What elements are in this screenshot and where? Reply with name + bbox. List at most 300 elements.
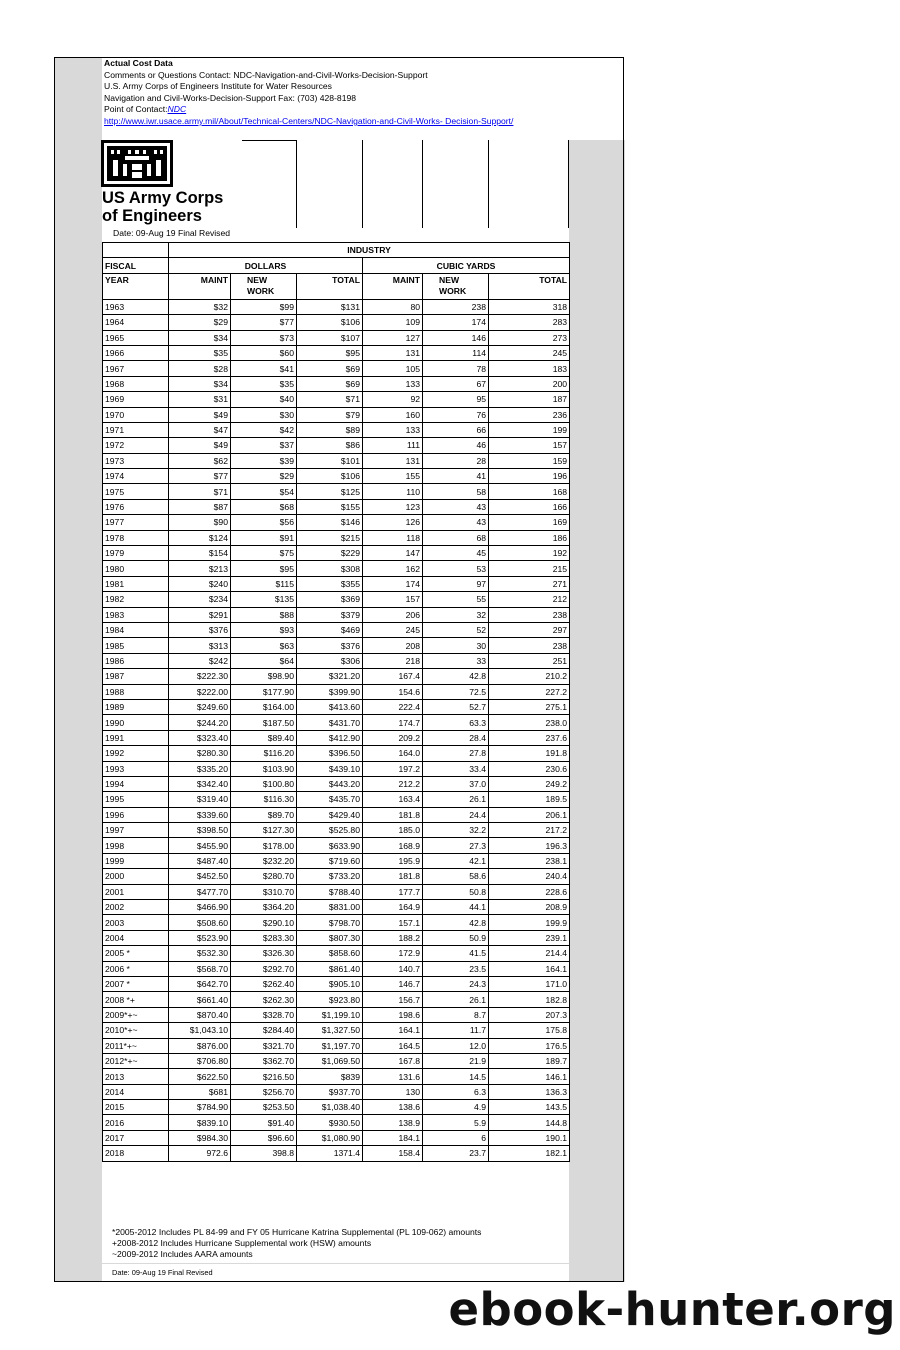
dollars-new-work-cell: $30 <box>231 407 297 422</box>
table-row <box>103 653 570 668</box>
cy-total-cell: 196.3 <box>489 838 570 853</box>
year-cell: 1981 <box>103 576 169 591</box>
cy-new-work-cell: 27.3 <box>423 838 489 853</box>
cy-new-work-cell: 146 <box>423 330 489 345</box>
cy-maint-cell: 181.8 <box>363 807 423 822</box>
col-dollars-maint-header: MAINT <box>169 273 231 299</box>
revision-date-top: Date: 09-Aug 19 Final Revised <box>113 228 231 238</box>
dollars-maint-cell: $291 <box>169 607 231 622</box>
header-block <box>104 58 574 128</box>
cy-total-cell: 206.1 <box>489 807 570 822</box>
cy-maint-cell: 167.4 <box>363 669 423 684</box>
cy-new-work-cell: 76 <box>423 407 489 422</box>
cy-maint-cell: 131 <box>363 345 423 360</box>
cy-new-work-cell: 5.9 <box>423 1115 489 1130</box>
cy-total-cell: 273 <box>489 330 570 345</box>
dollars-new-work-cell: $39 <box>231 453 297 468</box>
cy-total-cell: 176.5 <box>489 1038 570 1053</box>
year-cell: 1986 <box>103 653 169 668</box>
cy-maint-cell: 131 <box>363 453 423 468</box>
year-cell: 1975 <box>103 484 169 499</box>
point-of-contact <box>104 104 574 116</box>
dollars-new-work-cell: $41 <box>231 361 297 376</box>
cy-maint-cell: 195.9 <box>363 853 423 868</box>
dollars-maint-cell: $342.40 <box>169 776 231 791</box>
cy-maint-cell: 126 <box>363 515 423 530</box>
table-row <box>103 453 570 468</box>
dollars-new-work-cell: $310.70 <box>231 884 297 899</box>
dollars-maint-cell: $642.70 <box>169 976 231 991</box>
cy-maint-cell: 138.6 <box>363 1100 423 1115</box>
cy-total-cell: 169 <box>489 515 570 530</box>
year-cell: 1970 <box>103 407 169 422</box>
cy-maint-cell: 155 <box>363 469 423 484</box>
cy-maint-cell: 133 <box>363 422 423 437</box>
year-cell: 2013 <box>103 1069 169 1084</box>
dollars-maint-cell: $280.30 <box>169 746 231 761</box>
table-row <box>103 1084 570 1099</box>
dollars-total-cell: $107 <box>297 330 363 345</box>
cy-maint-cell: 133 <box>363 376 423 391</box>
dollars-new-work-cell: $93 <box>231 622 297 637</box>
year-cell: 2005 * <box>103 946 169 961</box>
col-year-header: YEAR <box>103 273 169 299</box>
cy-new-work-cell: 27.8 <box>423 746 489 761</box>
cy-maint-cell: 164.5 <box>363 1038 423 1053</box>
dollars-maint-cell: $452.50 <box>169 869 231 884</box>
dollars-new-work-cell: $253.50 <box>231 1100 297 1115</box>
table-row <box>103 422 570 437</box>
table-row <box>103 1038 570 1053</box>
cy-new-work-cell: 26.1 <box>423 992 489 1007</box>
col-cy-total-header: TOTAL <box>489 273 570 299</box>
cy-new-work-cell: 43 <box>423 499 489 514</box>
dollars-maint-cell: $339.60 <box>169 807 231 822</box>
dollars-total-cell: $930.50 <box>297 1115 363 1130</box>
table-row <box>103 530 570 545</box>
year-cell: 2009*+~ <box>103 1007 169 1022</box>
dollars-maint-cell: $34 <box>169 330 231 345</box>
table-row <box>103 330 570 345</box>
table-header-row <box>103 243 570 258</box>
cy-maint-cell: 174 <box>363 576 423 591</box>
cy-maint-cell: 212.2 <box>363 776 423 791</box>
dollars-maint-cell: $532.30 <box>169 946 231 961</box>
dollars-new-work-cell: $164.00 <box>231 699 297 714</box>
cy-new-work-cell: 32 <box>423 607 489 622</box>
table-row <box>103 715 570 730</box>
year-cell: 1990 <box>103 715 169 730</box>
table-row <box>103 315 570 330</box>
dollars-maint-cell: $568.70 <box>169 961 231 976</box>
dollars-new-work-cell: $35 <box>231 376 297 391</box>
year-cell: 2014 <box>103 1084 169 1099</box>
dollars-new-work-cell: $40 <box>231 392 297 407</box>
year-cell: 1997 <box>103 823 169 838</box>
cy-maint-cell: 177.7 <box>363 884 423 899</box>
cy-total-cell: 210.2 <box>489 669 570 684</box>
table-row <box>103 484 570 499</box>
cy-total-cell: 212 <box>489 592 570 607</box>
table-row <box>103 807 570 822</box>
year-cell: 1992 <box>103 746 169 761</box>
table-row <box>103 776 570 791</box>
dollars-new-work-cell: $256.70 <box>231 1084 297 1099</box>
table-row <box>103 469 570 484</box>
dollars-maint-cell: $240 <box>169 576 231 591</box>
poc-link[interactable]: NDC <box>167 104 187 115</box>
cy-new-work-cell: 68 <box>423 530 489 545</box>
cy-maint-cell: 164.0 <box>363 746 423 761</box>
cy-new-work-cell: 66 <box>423 422 489 437</box>
dollars-total-cell: $396.50 <box>297 746 363 761</box>
cy-new-work-cell: 42.1 <box>423 853 489 868</box>
dollars-total-cell: $798.70 <box>297 915 363 930</box>
page-title: Actual Cost Data <box>104 58 173 68</box>
dollars-new-work-cell: $29 <box>231 469 297 484</box>
cy-new-work-cell: 23.7 <box>423 1146 489 1161</box>
cy-total-cell: 217.2 <box>489 823 570 838</box>
dollars-new-work-cell: $116.20 <box>231 746 297 761</box>
cy-total-cell: 239.1 <box>489 930 570 945</box>
year-cell: 2006 * <box>103 961 169 976</box>
year-cell: 2008 *+ <box>103 992 169 1007</box>
cy-maint-cell: 172.9 <box>363 946 423 961</box>
dollars-new-work-cell: $262.30 <box>231 992 297 1007</box>
table-row <box>103 746 570 761</box>
table-row <box>103 1146 570 1161</box>
year-cell: 1989 <box>103 699 169 714</box>
dollars-new-work-cell: $96.60 <box>231 1130 297 1145</box>
cy-maint-cell: 218 <box>363 653 423 668</box>
cy-total-cell: 297 <box>489 622 570 637</box>
dollars-total-cell: $858.60 <box>297 946 363 961</box>
cy-new-work-cell: 6.3 <box>423 1084 489 1099</box>
cy-total-cell: 189.5 <box>489 792 570 807</box>
table-row <box>103 407 570 422</box>
dollars-new-work-cell: $42 <box>231 422 297 437</box>
year-cell: 1967 <box>103 361 169 376</box>
website-link[interactable]: http://www.iwr.usace.army.mil/About/Technical-Centers/NDC-Navigation-and-Civil-Works- Decision-Support/ <box>104 115 514 126</box>
cy-total-cell: 190.1 <box>489 1130 570 1145</box>
dollars-total-cell: $937.70 <box>297 1084 363 1099</box>
dollars-new-work-cell: $284.40 <box>231 1023 297 1038</box>
footnote: ~2009-2012 Includes AARA amounts <box>112 1249 253 1260</box>
dollars-maint-cell: $32 <box>169 299 231 314</box>
year-cell: 2018 <box>103 1146 169 1161</box>
year-cell: 1971 <box>103 422 169 437</box>
cy-maint-cell: 110 <box>363 484 423 499</box>
dollars-total-cell: $431.70 <box>297 715 363 730</box>
dollars-total-cell: $379 <box>297 607 363 622</box>
dollars-new-work-cell: $232.20 <box>231 853 297 868</box>
dollars-maint-cell: $376 <box>169 622 231 637</box>
dollars-maint-cell: $661.40 <box>169 992 231 1007</box>
cy-total-cell: 183 <box>489 361 570 376</box>
dollars-maint-cell: $31 <box>169 392 231 407</box>
cy-total-cell: 208.9 <box>489 900 570 915</box>
table-row <box>103 361 570 376</box>
dollars-total-cell: $321.20 <box>297 669 363 684</box>
table-row <box>103 699 570 714</box>
cy-new-work-cell: 67 <box>423 376 489 391</box>
year-cell: 1999 <box>103 853 169 868</box>
cy-total-cell: 275.1 <box>489 699 570 714</box>
dollars-maint-cell: $681 <box>169 1084 231 1099</box>
dollars-maint-cell: $839.10 <box>169 1115 231 1130</box>
cy-total-cell: 249.2 <box>489 776 570 791</box>
dollars-new-work-cell: $63 <box>231 638 297 653</box>
cy-maint-cell: 111 <box>363 438 423 453</box>
cy-new-work-cell: 43 <box>423 515 489 530</box>
cy-maint-cell: 181.8 <box>363 869 423 884</box>
dollars-new-work-cell: 398.8 <box>231 1146 297 1161</box>
empty-cell <box>362 140 422 228</box>
table-row <box>103 515 570 530</box>
dollars-total-cell: $95 <box>297 345 363 360</box>
cy-new-work-cell: 8.7 <box>423 1007 489 1022</box>
cy-new-work-cell: 174 <box>423 315 489 330</box>
cy-new-work-cell: 30 <box>423 638 489 653</box>
year-cell: 2016 <box>103 1115 169 1130</box>
cy-maint-cell: 147 <box>363 546 423 561</box>
year-cell: 1978 <box>103 530 169 545</box>
cy-total-cell: 238 <box>489 607 570 622</box>
dollars-new-work-cell: $103.90 <box>231 761 297 776</box>
col-cy-maint-header: MAINT <box>363 273 423 299</box>
cy-new-work-cell: 95 <box>423 392 489 407</box>
dollars-new-work-cell: $127.30 <box>231 823 297 838</box>
dollars-new-work-cell: $91 <box>231 530 297 545</box>
cy-new-work-cell: 12.0 <box>423 1038 489 1053</box>
table-row <box>103 730 570 745</box>
cy-new-work-cell: 114 <box>423 345 489 360</box>
cy-total-cell: 166 <box>489 499 570 514</box>
year-cell: 1985 <box>103 638 169 653</box>
cy-new-work-cell: 32.2 <box>423 823 489 838</box>
footnote: *2005-2012 Includes PL 84-99 and FY 05 Hurricane Katrina Supplemental (PL 109-062) amounts <box>112 1227 482 1237</box>
cy-maint-cell: 92 <box>363 392 423 407</box>
dollars-total-cell: $155 <box>297 499 363 514</box>
table-row <box>103 761 570 776</box>
cy-new-work-cell: 58.6 <box>423 869 489 884</box>
dollars-total-cell: $71 <box>297 392 363 407</box>
dollars-new-work-cell: $60 <box>231 345 297 360</box>
table-row <box>103 946 570 961</box>
cy-new-work-cell: 14.5 <box>423 1069 489 1084</box>
table-row <box>103 299 570 314</box>
dollars-new-work-cell: $283.30 <box>231 930 297 945</box>
table-row <box>103 376 570 391</box>
cy-maint-cell: 209.2 <box>363 730 423 745</box>
cy-new-work-cell: 21.9 <box>423 1053 489 1068</box>
cy-total-cell: 136.3 <box>489 1084 570 1099</box>
cy-new-work-cell: 23.5 <box>423 961 489 976</box>
dollars-total-cell: $439.10 <box>297 761 363 776</box>
cy-new-work-cell: 41 <box>423 469 489 484</box>
cy-maint-cell: 118 <box>363 530 423 545</box>
dollars-maint-cell: $323.40 <box>169 730 231 745</box>
table-row <box>103 499 570 514</box>
dollars-total-cell: $101 <box>297 453 363 468</box>
table-row <box>103 884 570 899</box>
table-row <box>103 1023 570 1038</box>
col-dollars-total-header: TOTAL <box>297 273 363 299</box>
table-header-row <box>103 273 570 299</box>
dollars-new-work-cell: $135 <box>231 592 297 607</box>
dollars-new-work-cell: $290.10 <box>231 915 297 930</box>
dollars-total-cell: $306 <box>297 653 363 668</box>
cy-total-cell: 215 <box>489 561 570 576</box>
cy-total-cell: 143.5 <box>489 1100 570 1115</box>
dollars-maint-cell: $222.00 <box>169 684 231 699</box>
table-row <box>103 961 570 976</box>
cy-maint-cell: 197.2 <box>363 761 423 776</box>
logo-line-2: of Engineers <box>102 206 202 225</box>
year-cell: 1969 <box>103 392 169 407</box>
dollars-maint-cell: $28 <box>169 361 231 376</box>
dollars-maint-cell: $1,043.10 <box>169 1023 231 1038</box>
dollars-new-work-cell: $100.80 <box>231 776 297 791</box>
cy-new-work-cell: 41.5 <box>423 946 489 961</box>
cy-total-cell: 159 <box>489 453 570 468</box>
dollars-maint-cell: $508.60 <box>169 915 231 930</box>
dollars-new-work-cell: $89.40 <box>231 730 297 745</box>
cy-new-work-cell: 53 <box>423 561 489 576</box>
cy-maint-cell: 198.6 <box>363 1007 423 1022</box>
cy-new-work-cell: 42.8 <box>423 669 489 684</box>
dollars-maint-cell: $154 <box>169 546 231 561</box>
table-row <box>103 1100 570 1115</box>
table-row <box>103 930 570 945</box>
dollars-new-work-cell: $98.90 <box>231 669 297 684</box>
table-row <box>103 392 570 407</box>
dollars-new-work-cell: $116.30 <box>231 792 297 807</box>
dollars-total-cell: $1,080.90 <box>297 1130 363 1145</box>
year-cell: 1982 <box>103 592 169 607</box>
revision-date-bottom: Date: 09-Aug 19 Final Revised <box>112 1268 213 1277</box>
dollars-total-cell: $1,199.10 <box>297 1007 363 1022</box>
table-row <box>103 1115 570 1130</box>
cy-total-cell: 238 <box>489 638 570 653</box>
cy-maint-cell: 164.9 <box>363 900 423 915</box>
cy-maint-cell: 167.8 <box>363 1053 423 1068</box>
dollars-new-work-cell: $262.40 <box>231 976 297 991</box>
dollars-maint-cell: 972.6 <box>169 1146 231 1161</box>
cy-total-cell: 164.1 <box>489 961 570 976</box>
year-cell: 1968 <box>103 376 169 391</box>
cy-total-cell: 200 <box>489 376 570 391</box>
dollars-maint-cell: $249.60 <box>169 699 231 714</box>
dollars-maint-cell: $455.90 <box>169 838 231 853</box>
dollars-maint-cell: $523.90 <box>169 930 231 945</box>
dollars-maint-cell: $876.00 <box>169 1038 231 1053</box>
dollars-maint-cell: $466.90 <box>169 900 231 915</box>
cy-total-cell: 192 <box>489 546 570 561</box>
table-row <box>103 1053 570 1068</box>
dollars-new-work-cell: $328.70 <box>231 1007 297 1022</box>
table-row <box>103 1007 570 1022</box>
table-row <box>103 992 570 1007</box>
dollars-total-cell: $146 <box>297 515 363 530</box>
dollars-new-work-cell: $77 <box>231 315 297 330</box>
dollars-total-cell: $106 <box>297 315 363 330</box>
header-rule <box>242 140 296 141</box>
dollars-total-cell: $355 <box>297 576 363 591</box>
year-cell: 2002 <box>103 900 169 915</box>
cy-new-work-cell: 6 <box>423 1130 489 1145</box>
dollars-total-cell: $1,069.50 <box>297 1053 363 1068</box>
dollars-total-cell: $79 <box>297 407 363 422</box>
year-cell: 2012*+~ <box>103 1053 169 1068</box>
cy-total-cell: 146.1 <box>489 1069 570 1084</box>
year-cell: 2017 <box>103 1130 169 1145</box>
cy-total-cell: 171.0 <box>489 976 570 991</box>
dollars-maint-cell: $319.40 <box>169 792 231 807</box>
cy-new-work-cell: 58 <box>423 484 489 499</box>
empty-cell <box>488 140 569 228</box>
dollars-maint-cell: $29 <box>169 315 231 330</box>
dollars-new-work-cell: $99 <box>231 299 297 314</box>
dollars-total-cell: $719.60 <box>297 853 363 868</box>
table-row <box>103 622 570 637</box>
dollars-total-cell: $399.90 <box>297 684 363 699</box>
dollars-maint-cell: $244.20 <box>169 715 231 730</box>
dollars-new-work-cell: $364.20 <box>231 900 297 915</box>
year-cell: 1988 <box>103 684 169 699</box>
year-cell: 1974 <box>103 469 169 484</box>
cy-total-cell: 186 <box>489 530 570 545</box>
dollars-header: DOLLARS <box>169 258 363 273</box>
dollars-new-work-cell: $64 <box>231 653 297 668</box>
cy-new-work-cell: 28 <box>423 453 489 468</box>
year-cell: 1965 <box>103 330 169 345</box>
dollars-total-cell: $788.40 <box>297 884 363 899</box>
dollars-new-work-cell: $177.90 <box>231 684 297 699</box>
dollars-maint-cell: $124 <box>169 530 231 545</box>
table-row <box>103 345 570 360</box>
dollars-new-work-cell: $95 <box>231 561 297 576</box>
cy-maint-cell: 130 <box>363 1084 423 1099</box>
col-dollars-new-work-header: NEW WORK <box>231 273 297 299</box>
dollars-total-cell: $633.90 <box>297 838 363 853</box>
dollars-total-cell: $807.30 <box>297 930 363 945</box>
dollars-new-work-cell: $292.70 <box>231 961 297 976</box>
year-cell: 1979 <box>103 546 169 561</box>
cy-new-work-cell: 33 <box>423 653 489 668</box>
footnote: +2008-2012 Includes Hurricane Supplemental work (HSW) amounts <box>112 1238 372 1249</box>
year-cell: 1996 <box>103 807 169 822</box>
table-row <box>103 838 570 853</box>
table-row <box>103 853 570 868</box>
cy-total-cell: 182.1 <box>489 1146 570 1161</box>
cy-new-work-cell: 63.3 <box>423 715 489 730</box>
dollars-total-cell: $69 <box>297 376 363 391</box>
cy-maint-cell: 131.6 <box>363 1069 423 1084</box>
year-cell: 2015 <box>103 1100 169 1115</box>
table-row <box>103 915 570 930</box>
year-cell: 1972 <box>103 438 169 453</box>
dollars-maint-cell: $313 <box>169 638 231 653</box>
cy-new-work-cell: 238 <box>423 299 489 314</box>
dollars-total-cell: $215 <box>297 530 363 545</box>
table-row <box>103 438 570 453</box>
table-row <box>103 792 570 807</box>
dollars-maint-cell: $47 <box>169 422 231 437</box>
watermark: ebook-hunter.org <box>448 1283 896 1336</box>
dollars-new-work-cell: $37 <box>231 438 297 453</box>
cy-total-cell: 199 <box>489 422 570 437</box>
